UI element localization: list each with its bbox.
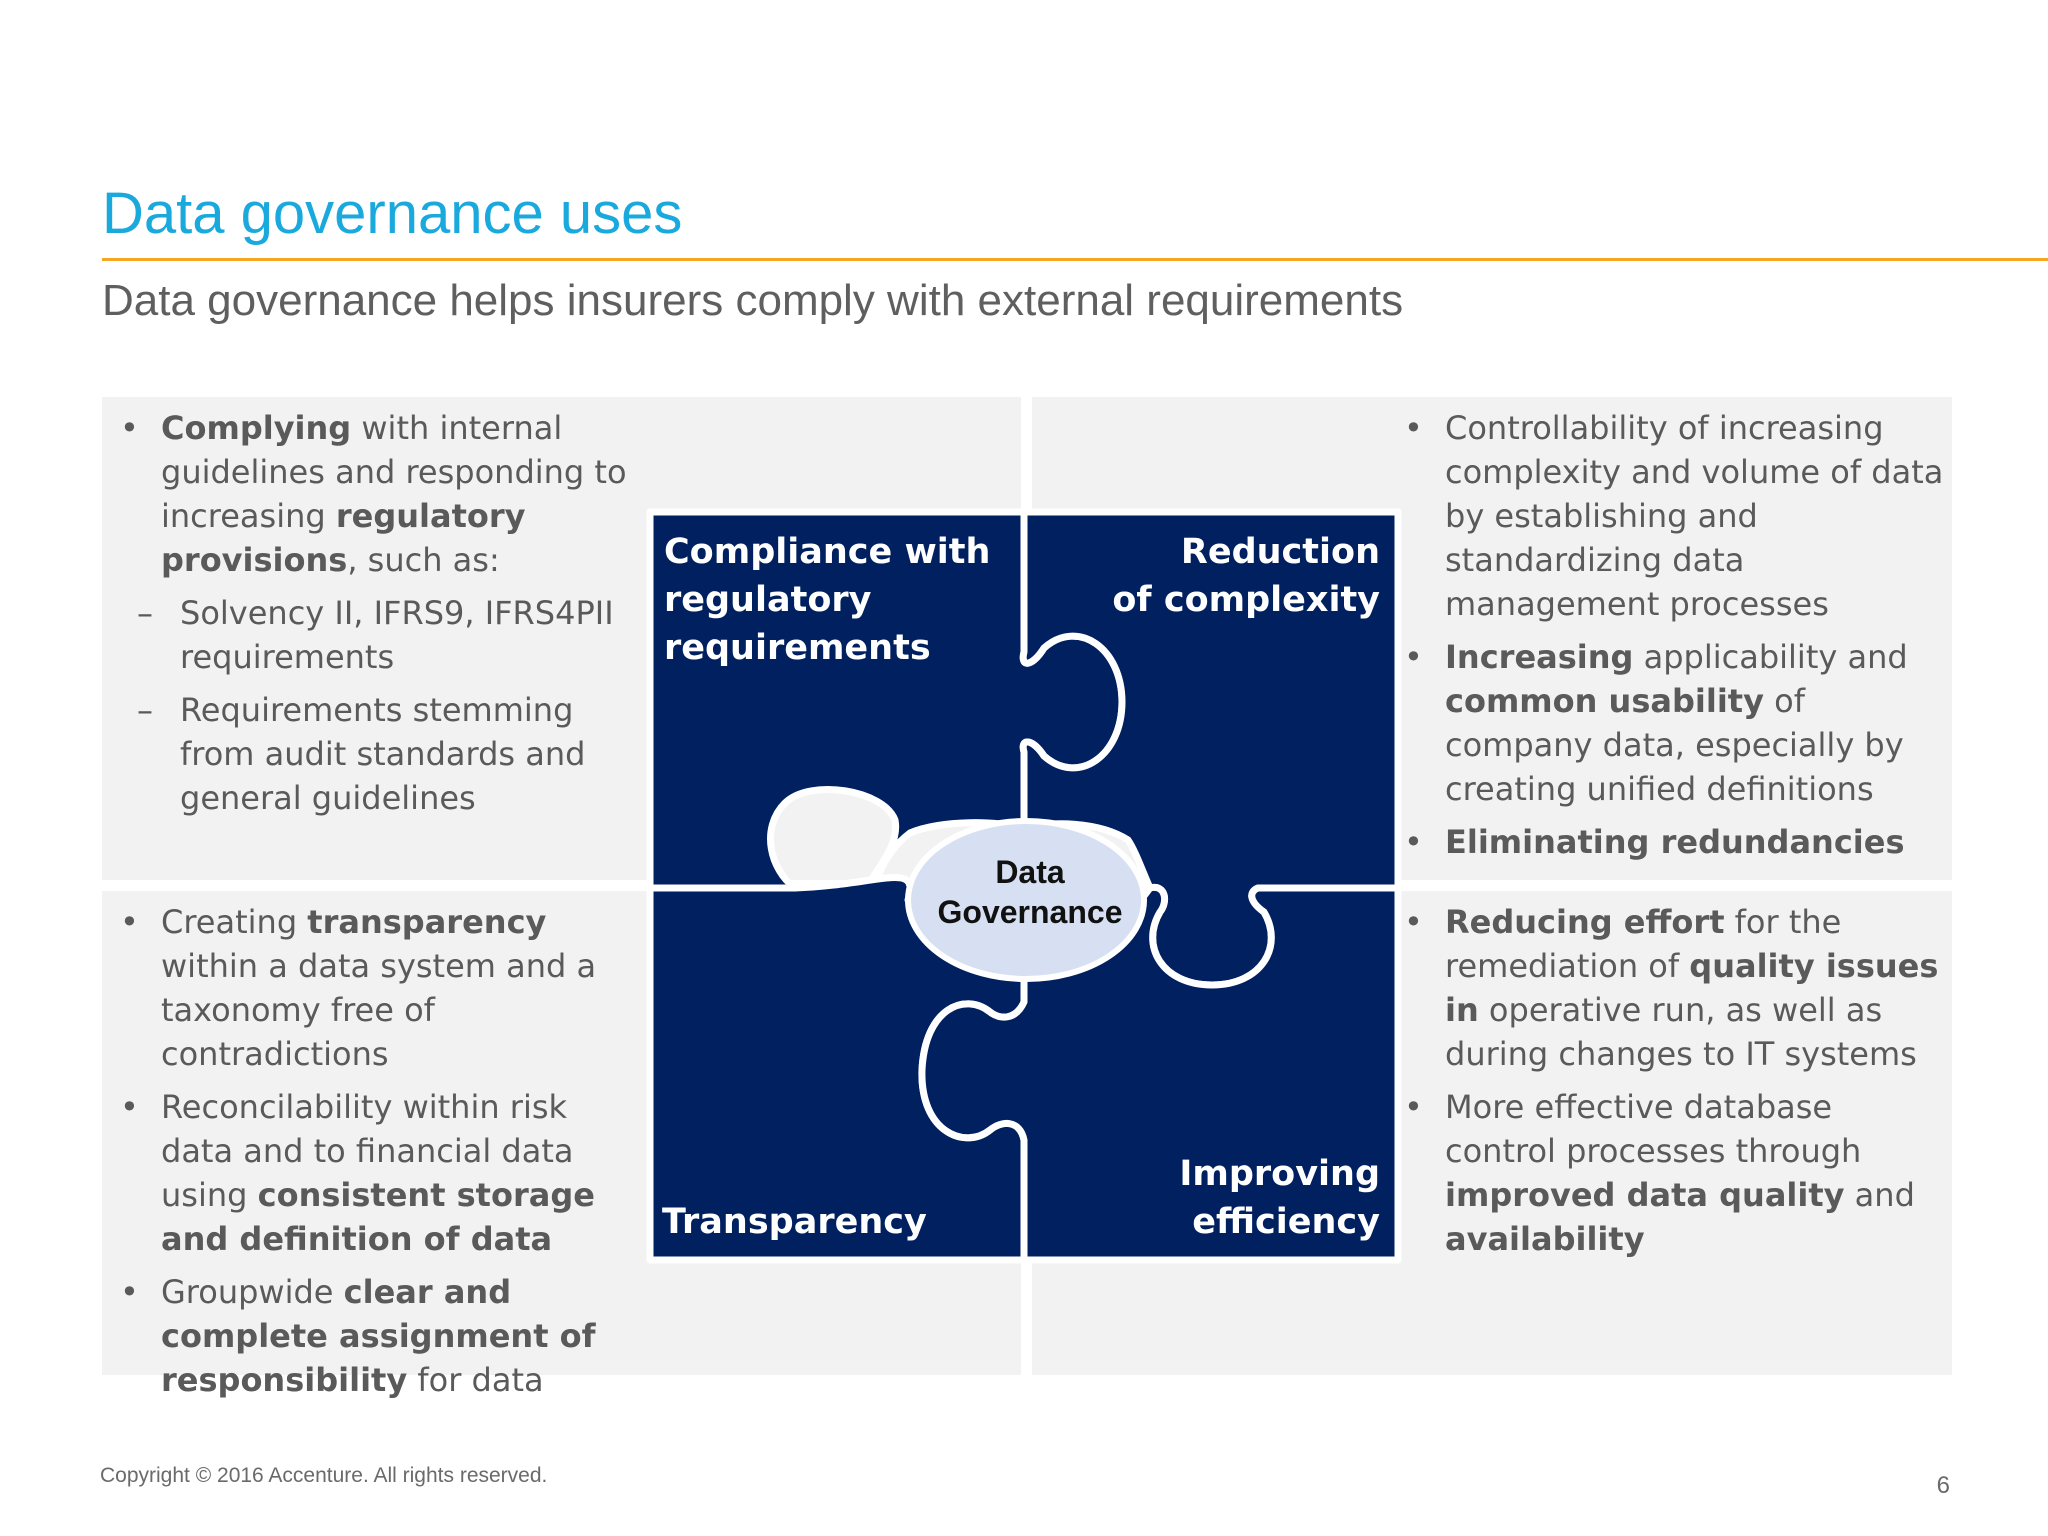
label-reduction-of-complexity [1060,528,1380,624]
bullet-text: and [1844,1176,1915,1214]
bullet-text: More effective database control processes through [1445,1088,1862,1170]
bullet-text: Creating [161,903,308,941]
label-transparency [662,1198,1002,1246]
label-compliance [664,528,1024,672]
copyright: Copyright © 2016 Accenture. All rights reserved. [100,1464,548,1487]
page-number: 6 [1936,1472,1950,1499]
bullet-text: Controllability of increasing complexity and volume of data by establishing and standardizing data management processes [1445,409,1944,623]
bullet-bold-text: clear and complete assignment of responsibility [161,1273,596,1399]
bullet-bold-text: quality issues in [1445,947,1939,1029]
bullet-bold-text: consistent storage and definition of data [161,1176,595,1258]
piece-label-line: of complexity [1112,580,1380,620]
bullet-bold-text: Complying [161,409,352,447]
piece-label-line: efficiency [1192,1202,1380,1242]
bullet-bold-text: transparency [307,903,547,941]
piece-label-line: Compliance with [664,532,991,572]
bullet-text: Solvency II, IFRS9, IFRS4PII requirements [180,594,614,676]
bullet-bold-text: Reducing effort [1445,903,1725,941]
center-label-line: Data [995,854,1065,890]
bullet-text: of company data, especially by creating unified definitions [1445,682,1904,808]
bullet-bold-text: Increasing [1445,638,1634,676]
bullet-text: , such as: [347,541,500,579]
bullet-text: Groupwide [161,1273,344,1311]
bullet-text: within a data system and a taxonomy free of contradictions [161,947,597,1073]
page-title: Data governance uses [102,181,683,246]
bullet-text: for data [407,1361,544,1399]
bullet-text: for the remediation of [1445,903,1842,985]
bullet-text: operative run, as well as during changes to IT systems [1445,991,1917,1073]
piece-label-line: Reduction [1180,532,1380,572]
bullet-text: Reconcilability within risk data and to financial data using [161,1088,574,1214]
bullet-bold-text: availability [1445,1220,1645,1258]
bullet-bold-text: improved data quality [1445,1176,1845,1214]
bullet-text: with internal guidelines and responding to increasing [161,409,627,535]
piece-label-line: Improving [1179,1154,1380,1194]
bullet-text: Requirements stemming from audit standards and general guidelines [180,691,586,817]
piece-label-line: Transparency [662,1202,927,1242]
label-improving-efficiency [1060,1150,1380,1246]
bullet-text: applicability and [1633,638,1908,676]
center-label-line: Governance [937,894,1123,930]
bullet-bold-text: regulatory provisions [161,497,526,579]
page-subtitle: Data governance helps insurers comply with external requirements [102,276,1404,325]
bullet-bold-text: common usability [1445,682,1764,720]
piece-label-line: regulatory [664,580,872,620]
bullet-bold-text: Eliminating redundancies [1445,823,1905,861]
center-label-data-governance [908,852,1152,932]
piece-label-line: requirements [664,628,931,668]
